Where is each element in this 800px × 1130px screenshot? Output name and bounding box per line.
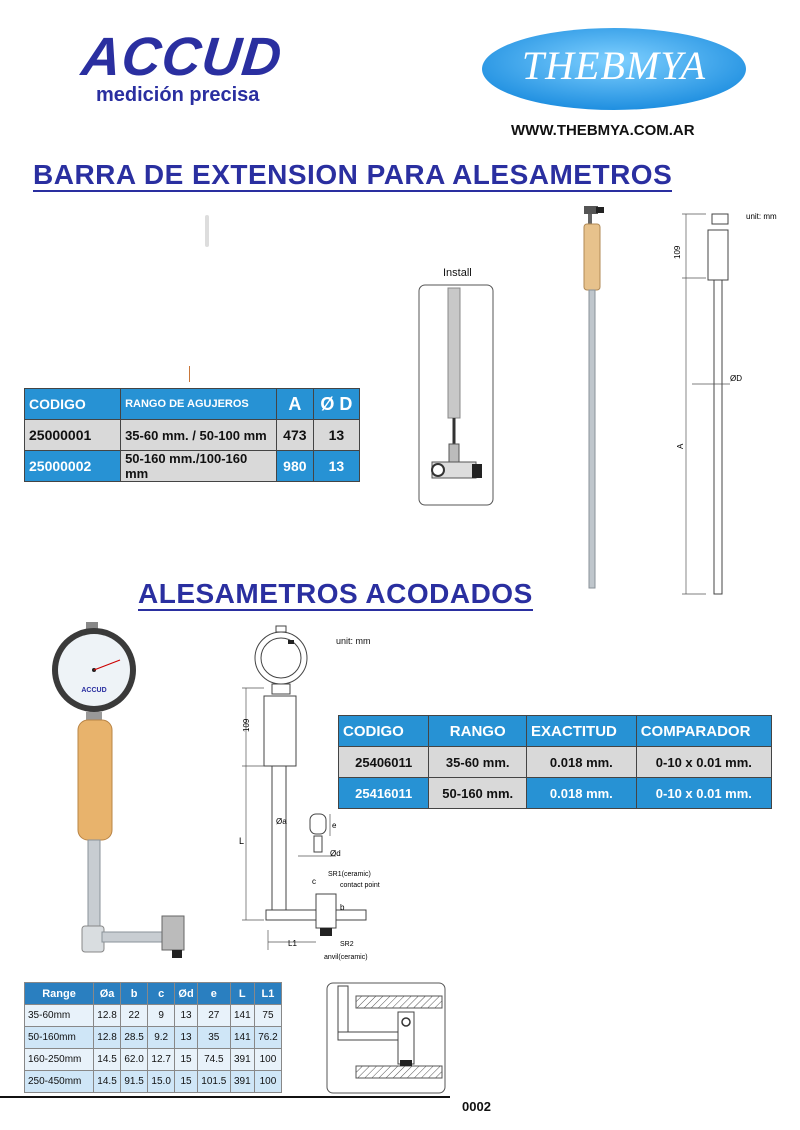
col-e: e (197, 983, 230, 1005)
cell: 391 (230, 1049, 254, 1071)
cell: 9.2 (148, 1027, 175, 1049)
unit-label: unit: mm (336, 636, 371, 646)
col-rango: RANGO DE AGUJEROS (121, 389, 277, 420)
cell: 76.2 (254, 1027, 281, 1049)
contact-point-label: contact point (340, 882, 380, 889)
cell: 74.5 (197, 1049, 230, 1071)
dim-a: A (676, 443, 685, 449)
dim-l1: L1 (288, 939, 297, 948)
accud-logo: ACCUD (78, 27, 286, 87)
codigo-cell: 25000001 (25, 420, 121, 451)
exactitud-cell: 0.018 mm. (527, 747, 637, 778)
a-cell: 473 (276, 420, 313, 451)
dial-brand: ACCUD (81, 687, 107, 694)
section-title-extension-bar: BARRA DE EXTENSION PARA ALESAMETROS (33, 159, 673, 190)
col-a: Øa (94, 983, 121, 1005)
table-row (25, 420, 360, 451)
dim-109: 109 (673, 245, 682, 259)
decorative-line (189, 366, 190, 382)
table-row (25, 1049, 282, 1071)
cell: 35 (197, 1027, 230, 1049)
col-rango: RANGO (429, 716, 527, 747)
page-rule (0, 1096, 450, 1098)
table-row (25, 451, 360, 482)
extension-bar-diagram (672, 208, 792, 600)
cell: 12.7 (148, 1049, 175, 1071)
cell: 14.5 (94, 1049, 121, 1071)
col-codigo: CODIGO (339, 716, 429, 747)
cell: 141 (230, 1005, 254, 1027)
rango-cell: 50-160 mm. (429, 778, 527, 809)
cell: 91.5 (121, 1071, 148, 1093)
cell: 14.5 (94, 1071, 121, 1093)
dim-b: b (340, 903, 345, 912)
cell: 101.5 (197, 1071, 230, 1093)
col-d: Ød (175, 983, 198, 1005)
table-row (25, 1071, 282, 1093)
accud-tagline: medición precisa (96, 84, 260, 106)
decorative-mark (205, 215, 209, 247)
anvil-label: anvil(ceramic) (324, 954, 368, 961)
cell: 22 (121, 1005, 148, 1027)
cell: 50-160mm (25, 1027, 94, 1049)
cell: 27 (197, 1005, 230, 1027)
col-codigo: CODIGO (25, 389, 121, 420)
a-cell: 980 (276, 451, 313, 482)
install-label: Install (443, 267, 472, 279)
dim-109: 109 (242, 718, 251, 732)
codigo-cell: 25000002 (25, 451, 121, 482)
install-diagram (418, 284, 494, 506)
page-number: 0002 (462, 1099, 491, 1114)
cell: 141 (230, 1027, 254, 1049)
cell: 160-250mm (25, 1049, 94, 1071)
col-exactitud: EXACTITUD (527, 716, 637, 747)
d-cell: 13 (313, 420, 359, 451)
cell: 100 (254, 1071, 281, 1093)
section-title-bore-gauges: ALESAMETROS ACODADOS (138, 578, 533, 609)
cell: 13 (175, 1027, 198, 1049)
dim-d: Ød (330, 849, 341, 858)
bore-usage-diagram (326, 982, 446, 1094)
comparador-cell: 0-10 x 0.01 mm. (636, 778, 771, 809)
table-row (339, 747, 772, 778)
col-c: c (148, 983, 175, 1005)
d-cell: 13 (313, 451, 359, 482)
cell: 15 (175, 1071, 198, 1093)
table-row (25, 1027, 282, 1049)
cell: 15 (175, 1049, 198, 1071)
cell: 35-60mm (25, 1005, 94, 1027)
sr2-label: SR2 (340, 941, 354, 948)
col-range: Range (25, 983, 94, 1005)
website-link[interactable]: WWW.THEBMYA.COM.AR (511, 122, 695, 139)
bore-gauge-table (338, 715, 772, 809)
unit-label: unit: mm (746, 212, 777, 221)
dim-l: L (239, 836, 245, 846)
cell: 9 (148, 1005, 175, 1027)
dim-c: c (312, 877, 316, 886)
extension-bar-table (24, 388, 360, 482)
col-l1: L1 (254, 983, 281, 1005)
cell: 12.8 (94, 1027, 121, 1049)
thebmya-logo: THEBMYA (521, 43, 707, 88)
col-l: L (230, 983, 254, 1005)
col-a: A (276, 389, 313, 420)
table-row (339, 778, 772, 809)
dim-a: Øa (276, 817, 287, 826)
table-row (25, 1005, 282, 1027)
cell: 12.8 (94, 1005, 121, 1027)
comparador-cell: 0-10 x 0.01 mm. (636, 747, 771, 778)
rango-cell: 50-160 mm./100-160 mm (121, 451, 277, 482)
cell: 62.0 (121, 1049, 148, 1071)
extension-bar-image (574, 206, 614, 594)
cell: 15.0 (148, 1071, 175, 1093)
cell: 250-450mm (25, 1071, 94, 1093)
cell: 28.5 (121, 1027, 148, 1049)
bore-gauge-image (50, 620, 190, 960)
col-b: b (121, 983, 148, 1005)
rango-cell: 35-60 mm. (429, 747, 527, 778)
col-d: Ø D (313, 389, 359, 420)
spec-table (24, 982, 282, 1093)
cell: 13 (175, 1005, 198, 1027)
dim-d: ØD (730, 374, 742, 383)
rango-cell: 35-60 mm. / 50-100 mm (121, 420, 277, 451)
exactitud-cell: 0.018 mm. (527, 778, 637, 809)
sr1-label: SR1(ceramic) (328, 871, 371, 878)
codigo-cell: 25416011 (339, 778, 429, 809)
codigo-cell: 25406011 (339, 747, 429, 778)
cell: 100 (254, 1049, 281, 1071)
col-comparador: COMPARADOR (636, 716, 771, 747)
dim-e: e (332, 821, 337, 830)
cell: 391 (230, 1071, 254, 1093)
cell: 75 (254, 1005, 281, 1027)
